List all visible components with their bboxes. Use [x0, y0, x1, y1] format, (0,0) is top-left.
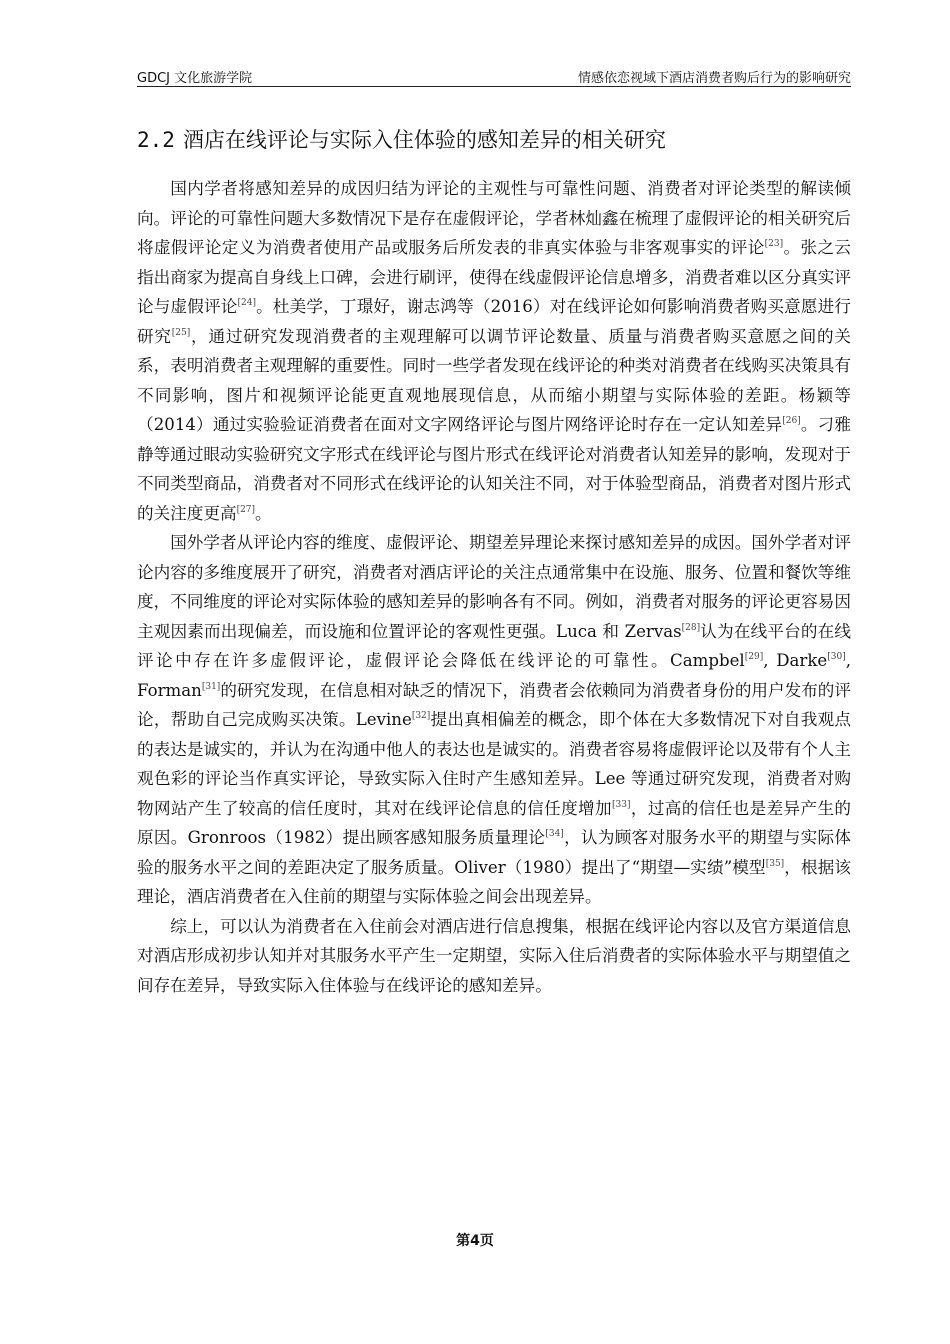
citation-ref: [28]: [681, 622, 701, 633]
citation-ref: [27]: [236, 504, 256, 515]
paragraph: [137, 528, 851, 912]
citation-ref: [23]: [764, 239, 784, 249]
text-run: ，根据该理论，酒店消费者在入住前的期望与实际体验之间会出现差异。: [137, 857, 852, 906]
citation-ref: [24]: [237, 298, 256, 308]
citation-ref: [30]: [827, 652, 846, 662]
text-run: 。: [255, 503, 272, 523]
section-title: 酒店在线评论与实际入住体验的感知差异的相关研究: [182, 128, 666, 152]
citation-ref: [35]: [765, 858, 785, 869]
section-heading: [137, 124, 851, 156]
citation-ref: [32]: [411, 711, 431, 721]
page-header: [137, 64, 851, 87]
text-run: 综上，可以认为消费者在入住前会对酒店进行信息搜集，根据在线评论内容以及官方渠道信息对酒店形成初步认知并对其服务水平产生一定期望，实际入住后消费者的实际体验水平与期望值之间存在差异，导致实际入住体验与在线评论的感知差异。: [137, 916, 851, 995]
text-run: 。刁雅静等通过眼动实验研究文字形式在线评论与图片形式在线评论对消费者认知差异的影响，发现对于不同类型商品，消费者对不同形式在线评论的认知关注不同，对于体验型商品，消费者对图片形式的关注度更高: [137, 415, 852, 523]
body-text: [137, 174, 851, 1000]
header-institution: GDCJ 文化旅游学院: [137, 71, 253, 86]
citation-ref: [25]: [171, 327, 191, 338]
citation-ref: [31]: [201, 681, 221, 692]
text-run: ，过高的信任也是差异产生的原因。Gronroos（1982）提出顾客感知服务质量理论: [137, 798, 852, 847]
page-number: 第4页: [456, 1233, 494, 1249]
text-run: 国外学者从评论内容的维度、虚假评论、期望差异理论来探讨感知差异的成因。国外学者对评论内容的多维度展开了研究，消费者对酒店评论的关注点通常集中在设施、服务、位置和餐饮等维度，不同维度的评论对实际体验的感知差异的影响各有不同。例如，消费者对服务的评论更容易因主观因素而出现偏差，而设施和位置评论的客观性更强。Luca 和 Zervas: [137, 533, 851, 641]
citation-ref: [26]: [782, 416, 801, 426]
text-run: 的研究发现，在信息相对缺乏的情况下，消费者会依赖同为消费者身份的用户发布的评论，帮助自己完成购买决策。Levine: [137, 680, 851, 729]
text-run: ，认为顾客对服务水平的期望与实际体验的服务水平之间的差距决定了服务质量。Oliver（1980）提出了“期望—实绩”模型: [137, 828, 852, 877]
section-number: 2.2: [137, 128, 175, 152]
citation-ref: [34]: [545, 829, 564, 839]
text-run: ，通过研究发现消费者的主观理解可以调节评论数量、质量与消费者购买意愿之间的关系，表明消费者主观理解的重要性。同时一些学者发现在线评论的种类对消费者在线购买决策具有不同影响，图片和视频评论能更直观地展现信息，从而缩小期望与实际体验的差距。杨颖等（2014）通过实验验证消费者在面对文字网络评论与图片网络评论时存在一定认知差异: [137, 326, 852, 434]
citation-ref: [29]: [744, 652, 764, 662]
text-run: , Darke: [763, 651, 828, 670]
paragraph: [137, 912, 851, 1001]
citation-ref: [33]: [612, 799, 631, 810]
text-run: 认为在线平台的在线评论中存在许多虚假评论，虚假评论会降低在线评论的可靠性。Campbel: [137, 621, 851, 670]
text-run: 。张之云指出商家为提高自身线上口碑，会进行刷评，使得在线虚假评论信息增多，消费者难以区分真实评论与虚假评论: [137, 238, 852, 316]
header-thesis-title: 情感依恋视域下酒店消费者购后行为的影响研究: [577, 71, 851, 86]
text-run: , Forman: [137, 651, 851, 700]
text-run: 国内学者将感知差异的成因归结为评论的主观性与可靠性问题、消费者对评论类型的解读倾向。评论的可靠性问题大多数情况下是存在虚假评论，学者林灿鑫在梳理了虚假评论的相关研究后将虚假评论定义为消费者使用产品或服务后所发表的非真实体验与非客观事实的评论: [137, 179, 851, 257]
text-run: 提出真相偏差的概念，即个体在大多数情况下对自我观点的表达是诚实的，并认为在沟通中他人的表达也是诚实的。消费者容易将虚假评论以及带有个人主观色彩的评论当作真实评论，导致实际入住时产生感知差异。Lee 等通过研究发现，消费者对购物网站产生了较高的信任度时，其对在线评论信息的信任度增加: [137, 710, 852, 818]
text-run: 。杜美学，丁璟好，谢志鸿等（2016）对在线评论如何影响消费者购买意愿进行研究: [137, 297, 851, 346]
paragraph: [137, 174, 851, 528]
